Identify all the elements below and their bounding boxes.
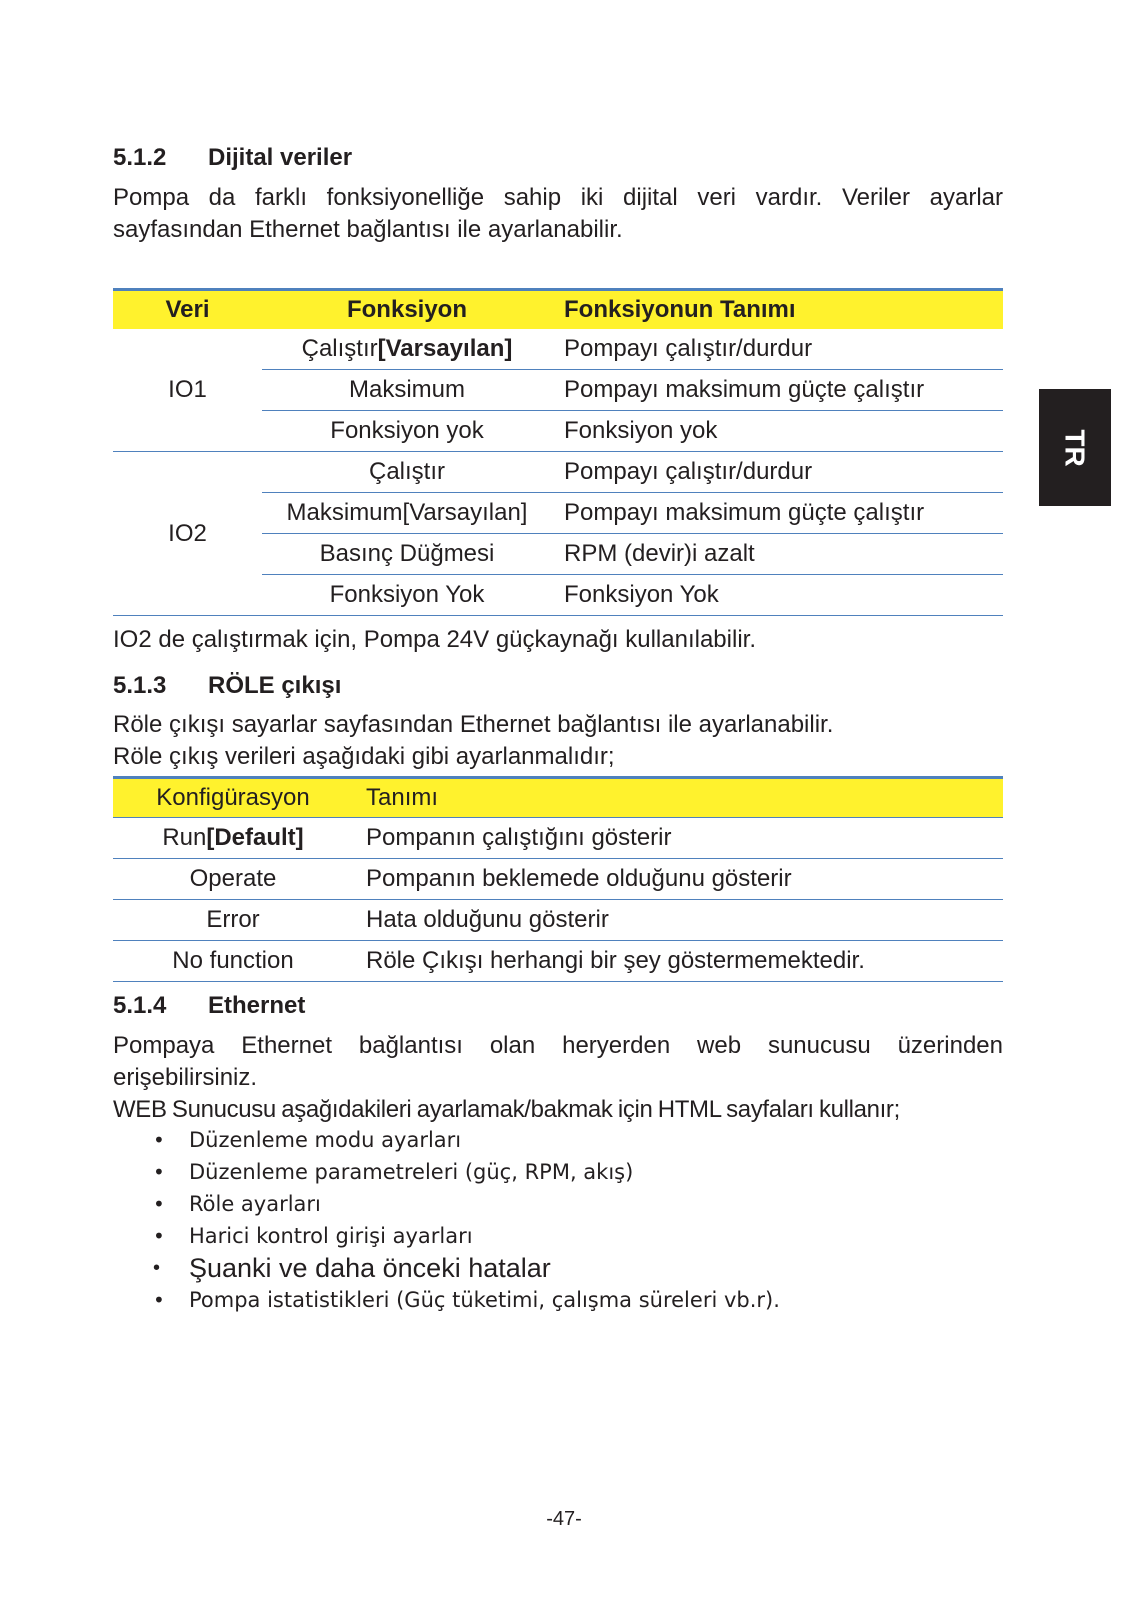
header-konfigurasyon: Konfigürasyon xyxy=(113,778,353,818)
function-cell: Maksimum[Varsayılan] xyxy=(262,493,552,534)
bullet-icon: • xyxy=(153,1288,165,1312)
digital-inputs-intro: Pompa da farklı fonksiyonelliğe sahip iki dijital veri vardır. Veriler ayarlar sayfasından Ethernet bağlantısı ile ayarlanabilir. xyxy=(113,184,1003,243)
list-item xyxy=(153,1188,780,1220)
function-cell: Maksimum xyxy=(262,370,552,411)
header-fonksiyon: Fonksiyon xyxy=(262,290,552,330)
header-veri: Veri xyxy=(113,290,262,330)
description-cell: Pompanın beklemede olduğunu gösterir xyxy=(353,859,1003,900)
section-title: Dijital veriler xyxy=(208,144,353,171)
web-server-feature-list xyxy=(153,1124,780,1316)
function-cell xyxy=(262,329,552,370)
relay-line-1: Röle çıkışı sayarlar sayfasından Ethernet bağlantısı ile ayarlanabilir. xyxy=(113,711,834,738)
description-cell: Fonksiyon yok xyxy=(552,411,1003,452)
list-item-text: Röle ayarları xyxy=(189,1192,321,1216)
function-text: Çalıştır xyxy=(301,335,378,362)
bullet-icon: • xyxy=(153,1224,165,1248)
list-item xyxy=(153,1220,780,1252)
description-cell: Pompayı çalıştır/durdur xyxy=(552,452,1003,493)
list-item-text: Düzenleme modu ayarları xyxy=(189,1128,462,1152)
description-cell: RPM (devir)i azalt xyxy=(552,534,1003,575)
bullet-icon: • xyxy=(153,1160,165,1184)
section-heading-5-1-3 xyxy=(113,672,341,700)
relay-line-2: Röle çıkış verileri aşağıdaki gibi ayarlanmalıdır; xyxy=(113,743,615,770)
table-row xyxy=(113,818,1003,859)
function-cell: Basınç Düğmesi xyxy=(262,534,552,575)
description-cell: Hata olduğunu gösterir xyxy=(353,900,1003,941)
description-cell: Röle Çıkışı herhangi bir şey göstermemektedir. xyxy=(353,941,1003,982)
bullet-icon: • xyxy=(153,1192,165,1216)
function-cell: Çalıştır xyxy=(262,452,552,493)
list-item-text: Şuanki ve daha önceki hatalar xyxy=(189,1253,551,1283)
list-item-text: Düzenleme parametreleri (güç, RPM, akış) xyxy=(189,1160,634,1184)
description-cell: Pompayı çalıştır/durdur xyxy=(552,329,1003,370)
table-row xyxy=(113,941,1003,982)
default-marker: [Default] xyxy=(206,824,304,851)
config-cell: No function xyxy=(113,941,353,982)
bullet-icon: • xyxy=(153,1128,165,1152)
description-cell: Pompayı maksimum güçte çalıştır xyxy=(552,493,1003,534)
relay-output-table xyxy=(113,776,1003,982)
list-item xyxy=(153,1124,780,1156)
page-number: -47- xyxy=(546,1508,582,1530)
section-heading-5-1-2 xyxy=(113,144,352,172)
description-cell: Fonksiyon Yok xyxy=(552,575,1003,616)
list-item xyxy=(153,1252,780,1284)
io1-label: IO1 xyxy=(113,329,262,452)
table-row xyxy=(113,900,1003,941)
function-cell: Fonksiyon Yok xyxy=(262,575,552,616)
list-item xyxy=(153,1284,780,1316)
config-cell: Operate xyxy=(113,859,353,900)
language-tab-label: TR xyxy=(1059,428,1091,467)
section-title: Ethernet xyxy=(208,992,306,1019)
section-number: 5.1.2 xyxy=(113,144,167,171)
section-title: RÖLE çıkışı xyxy=(208,672,342,699)
header-tanimi: Tanımı xyxy=(353,778,1003,818)
table-row xyxy=(113,859,1003,900)
config-cell xyxy=(113,818,353,859)
header-fonksiyon-tanimi: Fonksiyonun Tanımı xyxy=(552,290,1003,330)
section-number: 5.1.3 xyxy=(113,672,167,699)
default-marker: [Varsayılan] xyxy=(377,335,513,362)
list-item-text: Harici kontrol girişi ayarları xyxy=(189,1224,473,1248)
config-text: Run xyxy=(162,824,207,851)
table-header-row xyxy=(113,778,1003,818)
section-number: 5.1.4 xyxy=(113,992,167,1019)
table-header-row xyxy=(113,290,1003,330)
table-row xyxy=(113,329,1003,370)
digital-inputs-table xyxy=(113,288,1003,616)
table-row xyxy=(113,452,1003,493)
bullet-icon: • xyxy=(153,1257,161,1279)
description-cell: Pompanın çalıştığını gösterir xyxy=(353,818,1003,859)
io2-label: IO2 xyxy=(113,452,262,616)
list-item-text: Pompa istatistikleri (Güç tüketimi, çalışma süreleri vb.r). xyxy=(189,1288,780,1312)
ethernet-para-2: WEB Sunucusu aşağıdakileri ayarlamak/bakmak için HTML sayfaları kullanır; xyxy=(113,1096,900,1123)
language-tab xyxy=(1039,389,1111,506)
config-cell: Error xyxy=(113,900,353,941)
io2-power-note: IO2 de çalıştırmak için, Pompa 24V güçkaynağı kullanılabilir. xyxy=(113,626,756,653)
list-item xyxy=(153,1156,780,1188)
ethernet-para-1: Pompaya Ethernet bağlantısı olan heryerden web sunucusu üzerinden erişebilirsiniz. xyxy=(113,1032,1003,1091)
function-cell: Fonksiyon yok xyxy=(262,411,552,452)
description-cell: Pompayı maksimum güçte çalıştır xyxy=(552,370,1003,411)
section-heading-5-1-4 xyxy=(113,992,305,1020)
